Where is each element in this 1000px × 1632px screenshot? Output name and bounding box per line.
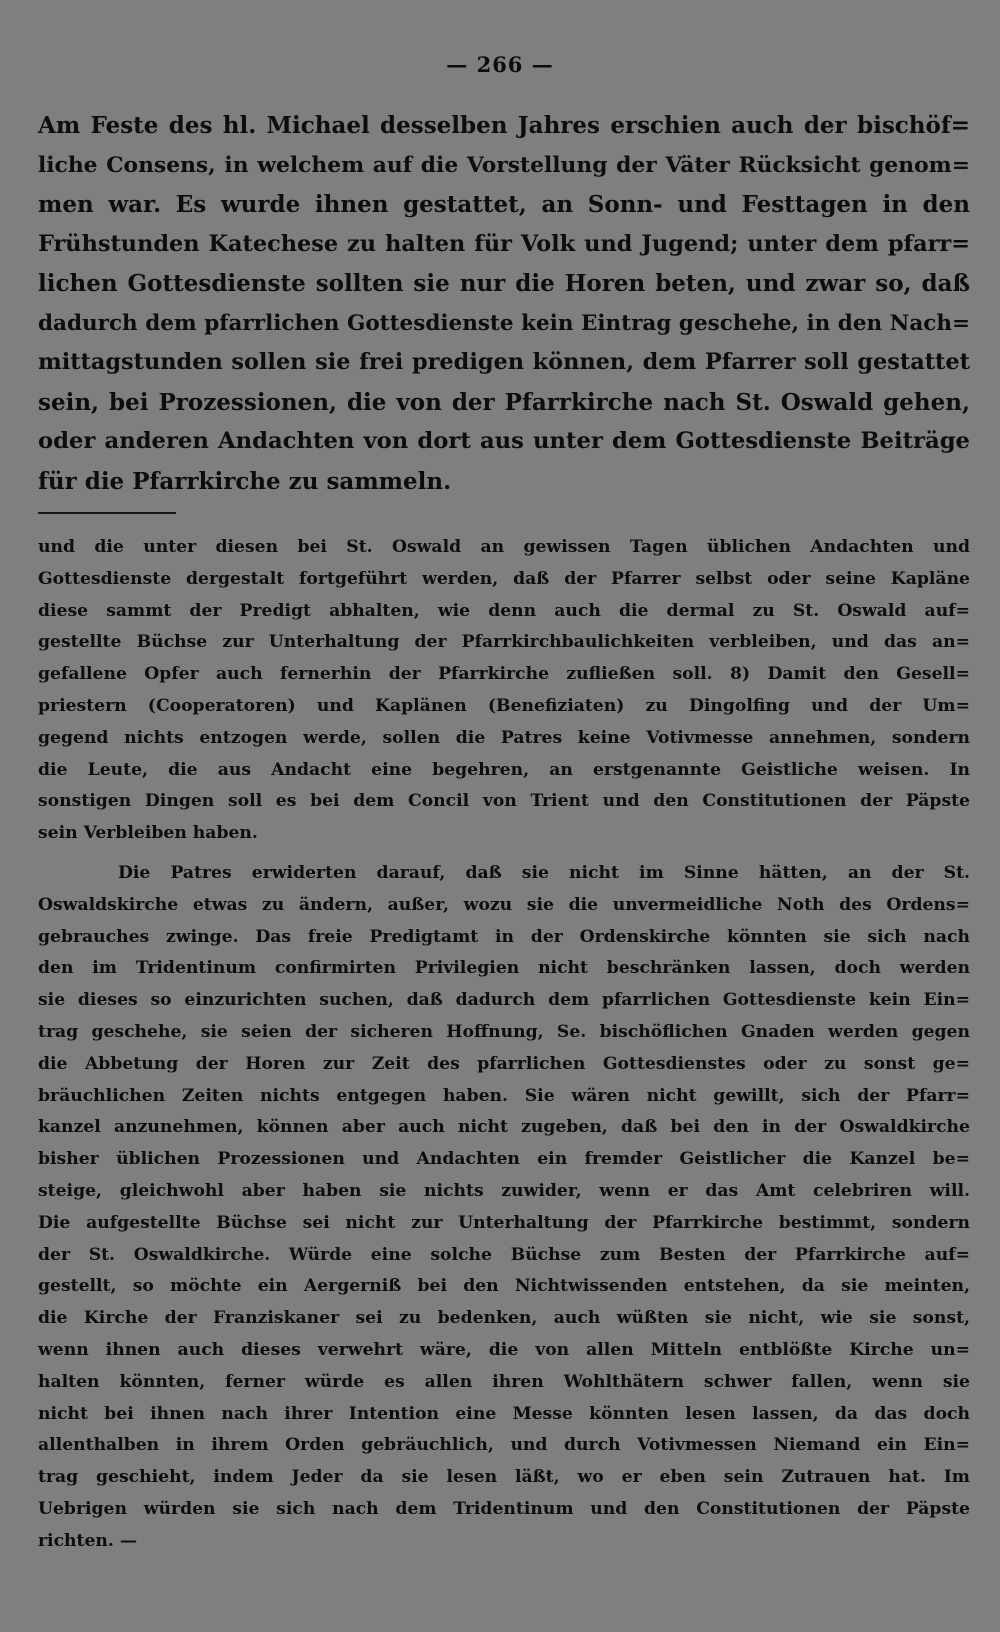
footnote-line: sie dieses so einzurichten suchen, daß dadurch dem pfarrlichen Gottesdienste kein Ein= (38, 990, 970, 1011)
main-line: dadurch dem pfarrlichen Gottesdienste kein Eintrag geschehe, in den Nach= (38, 310, 970, 336)
main-line: sein, bei Prozessionen, die von der Pfarrkirche nach St. Oswald gehen, (38, 388, 970, 416)
footnote-line: Uebrigen würden sie sich nach dem Tridentinum und den Constitutionen der Päpste (38, 1498, 970, 1519)
main-line: mittagstunden sollen sie frei predigen können, dem Pfarrer soll gestattet (38, 349, 970, 375)
footnote-line: gebrauches zwinge. Das freie Predigtamt in der Ordenskirche könnten sie sich nach (38, 926, 970, 947)
main-line: oder anderen Andachten von dort aus unter dem Gottesdienste Beiträge (38, 428, 970, 454)
main-line: Frühstunden Katechese zu halten für Volk und Jugend; unter dem pfarr= (38, 230, 970, 257)
footnotes (38, 532, 970, 1558)
footnote-line: und die unter diesen bei St. Oswald an gewissen Tagen üblichen Andachten und (38, 537, 970, 557)
main-line: liche Consens, in welchem auf die Vorstellung der Väter Rücksicht genom= (38, 152, 970, 178)
footnote-line: allenthalben in ihrem Orden gebräuchlich, und durch Votivmessen Niemand ein Ein= (38, 1435, 970, 1456)
footnote-line: gestellt, so möchte ein Aergerniß bei den Nichtwissenden entstehen, da sie meinten, (38, 1276, 970, 1297)
footnote-gap (38, 850, 970, 858)
main-paragraph (38, 106, 970, 501)
footnote-continuation (38, 532, 970, 850)
footnote-line: gefallene Opfer auch fernerhin der Pfarrkirche zufließen soll. 8) Damit den Gesell= (38, 664, 970, 685)
footnote-reply (38, 858, 970, 1558)
footnote-line: kanzel anzunehmen, können aber auch nicht zugeben, daß bei den in der Oswaldkirche (38, 1117, 970, 1138)
page-number: — 266 — (446, 52, 554, 77)
footnote-line: sein Verbleiben haben. (38, 823, 258, 844)
footnote-line: trag geschieht, indem Jeder da sie lesen läßt, wo er eben sein Zutrauen hat. Im (38, 1467, 970, 1488)
footnote-line: bräuchlichen Zeiten nichts entgegen haben. Sie wären nicht gewillt, sich der Pfarr= (38, 1085, 970, 1106)
footnote-line: sonstigen Dingen soll es bei dem Concil von Trient und den Constitutionen der Päpste (38, 791, 970, 812)
footnote-line: priestern (Cooperatoren) und Kaplänen (Benefiziaten) zu Dingolfing und der Um= (38, 695, 970, 716)
main-line: lichen Gottesdienste sollten sie nur die Horen beten, und zwar so, daß (38, 270, 970, 297)
footnote-divider (38, 512, 176, 514)
footnote-line: die Leute, die aus Andacht eine begehren, an erstgenannte Geistliche weisen. In (38, 759, 970, 780)
main-line: für die Pfarrkirche zu sammeln. (38, 467, 452, 495)
footnote-line: Gottesdienste dergestalt fortgeführt werden, daß der Pfarrer selbst oder seine Kapläne (38, 568, 970, 589)
footnote-line: Oswaldskirche etwas zu ändern, außer, wozu sie die unvermeidliche Noth des Ordens= (38, 894, 970, 915)
footnote-line: steige, gleichwohl aber haben sie nichts zuwider, wenn er das Amt celebriren will. (38, 1180, 970, 1201)
footnote-line: diese sammt der Predigt abhalten, wie denn auch die dermal zu St. Oswald auf= (38, 600, 970, 621)
footnote-line: die Kirche der Franziskaner sei zu bedenken, auch wüßten sie nicht, wie sie sonst, (38, 1308, 970, 1329)
main-line: Am Feste des hl. Michael desselben Jahres erschien auch der bischöf= (38, 112, 970, 139)
footnote-line: nicht bei ihnen nach ihrer Intention eine Messe könnten lesen lassen, da das doch (38, 1403, 970, 1424)
footnote-line: den im Tridentinum confirmirten Privilegien nicht beschränken lassen, doch werden (38, 958, 970, 979)
footnote-line: wenn ihnen auch dieses verwehrt wäre, die von allen Mitteln entblößte Kirche un= (38, 1339, 970, 1360)
footnote-line: der St. Oswaldkirche. Würde eine solche Büchse zum Besten der Pfarrkirche auf= (38, 1244, 970, 1265)
footnote-line: gegend nichts entzogen werde, sollen die Patres keine Votivmesse annehmen, sondern (38, 727, 970, 748)
footnote-line: trag geschehe, sie seien der sicheren Hoffnung, Se. bischöflichen Gnaden werden gegen (38, 1021, 970, 1042)
footnote-line: Die aufgestellte Büchse sei nicht zur Unterhaltung der Pfarrkirche bestimmt, sondern (38, 1212, 970, 1233)
footnote-line: richten. — (38, 1530, 138, 1551)
footnote-line: halten könnten, ferner würde es allen ihren Wohlthätern schwer fallen, wenn sie (38, 1371, 970, 1392)
footnote-line: bisher üblichen Prozessionen und Andachten ein fremder Geistlicher die Kanzel be= (38, 1149, 970, 1170)
footnote-line: die Abbetung der Horen zur Zeit des pfarrlichen Gottesdienstes oder zu sonst ge= (38, 1053, 970, 1074)
footnote-line: gestellte Büchse zur Unterhaltung der Pfarrkirchbaulichkeiten verbleiben, und das an= (38, 632, 970, 653)
footnote-line: Die Patres erwiderten darauf, daß sie nicht im Sinne hätten, an der St. (118, 862, 970, 883)
main-line: men war. Es wurde ihnen gestattet, an Sonn- und Festtagen in den (38, 191, 970, 218)
